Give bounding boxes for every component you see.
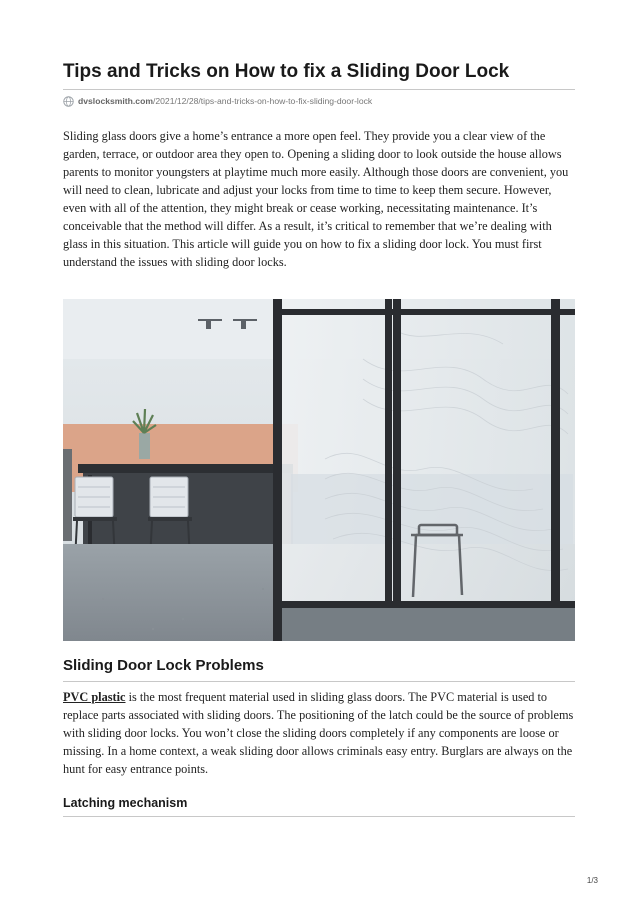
intro-paragraph: Sliding glass doors give a home’s entrance a more open feel. They provide you a clear view of the garden, terrace, or outdoor area they open to. Opening a sliding door to look outside the house allows parents to monitor youngsters at playtime much more easily. Although those doors are convenient, you will need to clean, lubricate and adjust your locks from time to time to keep them secure. However, even with all of the attention, they might break or cease working, necessitating maintenance. It’s conceivable that the method will differ. As a result, it’s critical to remember that we’re dealing with glass in this situation. This article will guide you on how to fix a sliding door lock. You must first understand the issues with sliding door locks.	[63, 129, 569, 269]
sliding-door-photo	[63, 299, 575, 641]
title-divider	[63, 89, 575, 90]
source-path[interactable]: /2021/12/28/tips-and-tricks-on-how-to-fix-sliding-door-lock	[152, 96, 373, 106]
pvc-plastic-link[interactable]: PVC plastic	[63, 690, 126, 704]
section-heading-latching: Latching mechanism	[63, 796, 188, 810]
section-heading-lock-problems: Sliding Door Lock Problems	[63, 657, 264, 674]
source-domain[interactable]: dvslocksmith.com	[78, 96, 153, 106]
lock-problems-text: is the most frequent material used in sliding glass doors. The PVC material is used to replace parts associated with sliding doors. The positioning of the latch could be the source of problems with sliding door locks. You won’t close the sliding doors completely if any components are loose or missing. In a home context, a weak sliding door allows criminals easy entry. Burglars are always on the hunt for easy entrance points.	[63, 690, 574, 776]
source-line	[63, 94, 372, 108]
lock-problems-paragraph	[63, 688, 575, 778]
page-number: 1/3	[586, 876, 598, 885]
section-divider	[63, 681, 575, 682]
subsection-divider	[63, 816, 575, 817]
page-title: Tips and Tricks on How to fix a Sliding Door Lock	[63, 61, 510, 82]
globe-icon	[63, 96, 74, 107]
